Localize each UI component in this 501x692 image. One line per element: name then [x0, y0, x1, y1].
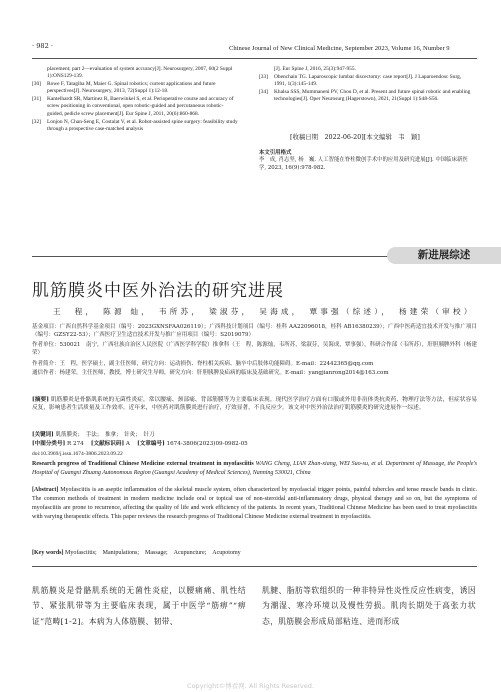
- reference-item: [32] Lonjon N, Chan-Seng E, Costalat V, et al. Robot-assisted spine surgery: feasibility study through a prospective case-matched analysis: [32, 118, 238, 132]
- author-bio: 作者简介：王 程，医学硕士，副主任医师，研究方向：运动损伤、脊柱相关疾病、脑卒中后肢体功能障碍。E-mail：22442365@qq.com: [32, 361, 374, 367]
- reference-item: [J]. Eur Spine J, 2016, 25(3):947-955.: [274, 66, 356, 72]
- keywords-cn: [关键词] 肌筋膜炎； 手法； 推拿； 针灸； 针刀: [32, 432, 155, 438]
- header-rule: [32, 58, 477, 59]
- english-title-block: [32, 460, 477, 478]
- article-title: 肌筋膜炎中医外治法的研究进展: [32, 281, 284, 301]
- journal-header: Chinese Journal of New Clinical Medicine, September 2023, Volume 16, Number 9: [229, 45, 450, 52]
- copyright-watermark: Copyright©博看网. All Rights Reserved.: [187, 682, 314, 690]
- reference-list-left: [32, 66, 238, 134]
- abstract-cn: [32, 396, 477, 412]
- reference-list-right: [259, 66, 474, 104]
- reference-item: placement; part 2—evaluation of system accuracy[J]. Neurosurgery, 2007, 60(2 Suppl 1):ONS129-139.: [47, 66, 233, 80]
- abstract-cn-label: [摘要]: [32, 397, 49, 403]
- section-rule: [32, 256, 388, 257]
- doi: doi:10.3969/j.issn.1674-3806.2023.09.22: [32, 451, 123, 457]
- reference-item: [31] Kantelhardt SR, Martinez R, Baerwinkel S, et al. Perioperative course and accuracy of screw positioning in conventional, open robotic-guided and percutaneous robotic-guided, pedicle screw placement[J]. Eur Spine J, 2011, 20(6):860-868.: [32, 96, 234, 117]
- citation-format: [259, 150, 474, 172]
- author-list: 王 程， 陈源 灿， 韦所苏， 梁淑芬， 吴海成， 覃事强（综述）， 杨建荣（审校）: [53, 307, 475, 316]
- abstract-rule: [32, 566, 477, 567]
- received-date: [收稿日期 2022-06-20][本文编辑 韦 颖]: [290, 133, 420, 141]
- fund-info: 基金项目：广西自然科学基金项目（编号：2023GXNSFAA026119）；广西科技计划项目（编号：桂科 AA22096018，桂科 AB16380239）；广西中医药适宜技术开发与推广项目（编号：GZSY22-53）；广西医疗卫生适宜技术开发与推广应用项目（编号：S2019079）: [32, 324, 477, 339]
- citation-label: 本文引用格式: [259, 150, 292, 156]
- classification-line: [中图分类号] R 274 [文献标识码] A [文章编号] 1674-3806(2023)09-0982-05: [32, 441, 248, 447]
- affiliation: 作者单位：530021 南宁，广西壮族自治区人民医院（广西医学科学院）推拿科（王 程，陈源灿，韦所苏，梁淑芬，吴海成，覃事强），科研合作部（韦所苏），肝胆胰脾外科（杨建荣）: [32, 342, 477, 357]
- corresponding-author: 通信作者：杨建荣，主任医师，教授，博士研究生导师，研究方向：肝胆胰脾及疝病的临床及基础研究。E-mail：yangjianrong2014@163.com: [32, 370, 389, 376]
- english-authors: WANG Cheng, LIAN Zhan-xiang, WEI Suo-su, et al. Department of Massage, the People's Hospital of Guangxi Zhuang Autonomous Region (Guangxi Academy of Medical Sciences), Nanning 530021, China: [32, 461, 478, 476]
- reference-item: [30] Rowe F, Tatagiba M, Maier G. Spinal robotics; current applications and future perspectives[J]. Neurosurgery, 2013, 72(Suppl 1):12-18.: [32, 81, 216, 95]
- section-tag: 新进展综述: [387, 247, 501, 264]
- english-title: Research progress of Traditional Chinese Medicine external treatment in myofasciitis: [32, 461, 254, 467]
- abstract-cn-text: 肌筋膜炎是骨骼肌系统的无菌性炎症，常以腰痛、颈部痛、背部筋膜等为主要临床表现。现代医学治疗方面有口服或外用非甾体类抗炎药、物理疗法等方法，但症状容易反复，影响患者生活质量及工作效率。近年来，中医药对肌筋膜炎进行治疗，疗效显著，不良反应少。该文对中医外治法治疗肌筋膜炎的研究进展作一综述。: [32, 397, 478, 412]
- body-column-left: 肌筋膜炎是骨骼肌系统的无菌性炎症，以腰痛痛、肌性结节、紧张肌带等为主要临床表现，属于中医学“筋痹”“痹证”范畴[1-2]。本病为人体筋膜、韧带、: [32, 586, 246, 626]
- citation-text: 李 成, 肖志坚, 杨 巍. 人工智能在脊柱微创手术中的应用及研究进展[J]. 中国临床新医学, 2023, 16(9):978-982.: [259, 157, 468, 171]
- reference-item: [34] Khalsa SSS, Mummaneni PV, Chou D, et al. Present and future spinal robotic and enabling technologies[J]. Oper Neurosurg (Hagerstown), 2021, 21(Suppl 1):S48-S56.: [259, 88, 471, 103]
- body-column-right: 肌腱、脂肪等软组织的一种非特异性炎性反应性病变，诱因为潮湿、寒冷环境以及慢性劳损。肌肉长期处于高张力状态，肌筋膜会形成局部粘连、进而形成: [262, 586, 476, 626]
- abstract-en-label: [Abstract]: [32, 487, 59, 493]
- abstract-en-text: Myofasciitis is an aseptic inflammation of the skeletal muscle system, often characterized by myofascial trigger points, painful tubercles and tense muscle bands in clinic. The common methods of treatment in modern medicine include oral or topical use of non-steroidal anti-inflammatory drugs, physical therapy and so on, but the symptoms of myofasciitis are prone to recurrence, affecting the quality of life and work efficiency of the patients. In recent years, Traditional Chinese Medicine has been used to treat myofasciitis with varying therapeutic effects. This paper reviews the research progress of Traditional Chinese Medicine external treatment in myofasciitis.: [32, 487, 477, 521]
- reference-item: [33] Obenchain TG. Laparoscopic lumbar discectomy: case report[J]. J Laparoendosc Surg, 1991, 1(3):145-149.: [259, 73, 462, 88]
- keywords-en: [Key words] Myofasciitis; Manipulations; Massage; Acupuncture; Acupotomy: [32, 550, 241, 556]
- page-number: · 982 ·: [32, 42, 53, 50]
- abstract-en: [32, 486, 477, 522]
